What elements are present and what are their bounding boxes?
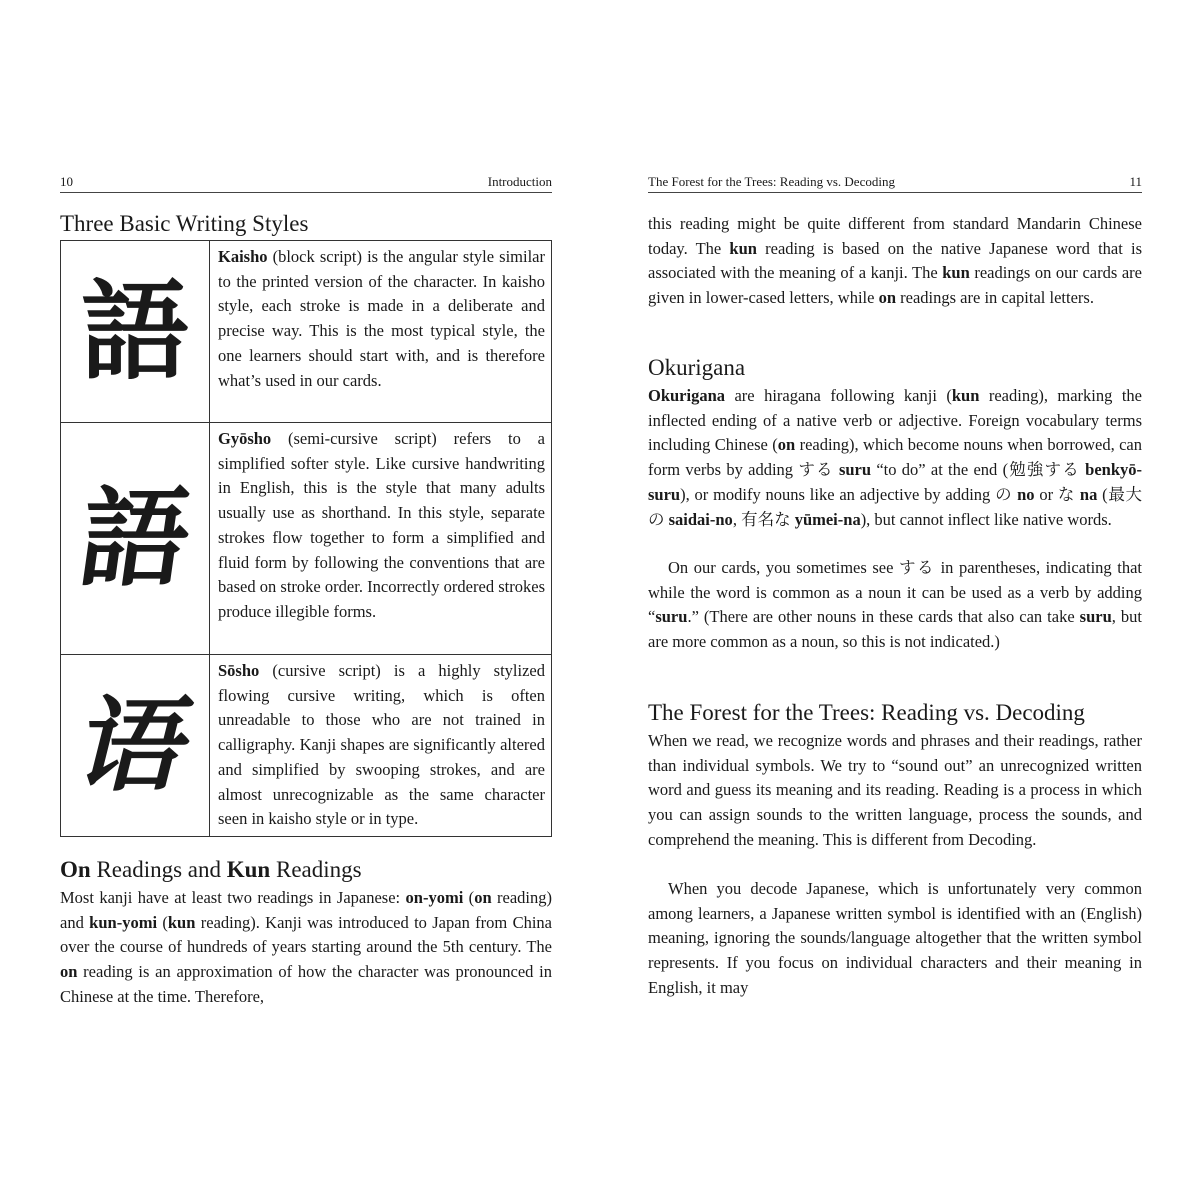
- section-title-writing-styles: Three Basic Writing Styles: [60, 211, 309, 236]
- style-term: Sōsho: [218, 661, 260, 680]
- style-desc-text: (block script) is the angular style similar to the printed version of the character. In kaisho style, each stroke is made in a deliberate and precise way. This is the most typical style, the one learners should start with, and is therefore what’s used in our cards.: [218, 247, 545, 390]
- bold-term: kun: [951, 386, 980, 405]
- okurigana-paragraph: [648, 384, 1142, 532]
- text-run: (最大の: [648, 484, 1142, 529]
- bold-term: kun-yomi: [89, 912, 158, 932]
- kanji-cell: [61, 423, 210, 655]
- text-run: .” (There are other nouns in these cards that also can take: [687, 607, 1080, 627]
- text-run: On our cards, you sometimes see する in parentheses, indicating that while the word is common as a noun it can be used as a verb by adding “: [648, 558, 1142, 627]
- sosho-kanji: 语: [66, 685, 204, 806]
- left-page-header: [60, 174, 552, 193]
- title-on: On: [60, 857, 91, 882]
- forest-paragraph: When we read, we recognize words and phrases and their readings, rather than individual symbols. We try to “sound out” an unrecognized written word and guess its meaning and its reading. Reading is a process in which you can assign sounds to the written language, process the sounds, and comprehend the meaning. This is different from Decoding.: [648, 731, 1142, 849]
- kanji-cell: [61, 655, 210, 837]
- text-run: readings on our cards are given in lower-cased letters, while: [648, 263, 1142, 308]
- table-row: [61, 241, 552, 423]
- text-run: Most kanji have at least two readings in Japanese:: [60, 888, 406, 907]
- text-run: reading), which become nouns when borrowed, can form verbs by adding する: [648, 435, 1142, 480]
- text-run: readings are in capital letters.: [896, 288, 1094, 308]
- text-run: ), but cannot inflect like native words.: [860, 509, 1112, 529]
- text-run: , 有名な: [732, 509, 795, 529]
- kanji-cell: [61, 241, 210, 423]
- text-run: (: [157, 912, 168, 932]
- running-title: Introduction: [487, 174, 552, 189]
- continued-paragraph: [648, 212, 1142, 311]
- bold-term: on: [878, 288, 897, 308]
- text-run: this reading might be quite different from standard Mandarin Chinese today. The: [648, 214, 1142, 258]
- title-kun: Kun: [226, 857, 271, 882]
- text-run: reading), marking the inflected ending of a native verb or adjective. Foreign vocabulary terms including Chinese (: [648, 386, 1142, 455]
- bold-term: Okurigana: [648, 386, 726, 405]
- style-description: [210, 423, 552, 655]
- kaisho-kanji: 語: [80, 268, 189, 395]
- bold-term: kun: [167, 912, 196, 932]
- section-title-forest: The Forest for the Trees: Reading vs. Decoding: [648, 700, 1085, 725]
- style-description: [210, 241, 552, 423]
- text-run: reading is based on the native Japanese word that is associated with the meaning of a kanji. The: [648, 238, 1142, 283]
- style-term: Kaisho: [218, 247, 268, 266]
- bold-term: on: [60, 962, 78, 982]
- running-title: The Forest for the Trees: Reading vs. Decoding: [648, 174, 895, 189]
- style-desc-text: (cursive script) is a highly stylized flowing cursive writing, which is often unreadable to those who are not trained in calligraphy. Kanji shapes are significantly altered and simplified by swooping strokes, and are almost unrecognizable as the same character seen in kaisho style or in type.: [218, 661, 545, 829]
- right-page-header: [648, 174, 1142, 193]
- title-end: Readings: [270, 857, 362, 882]
- text-run: or な: [1034, 484, 1080, 504]
- bold-term: na: [1079, 484, 1098, 504]
- bold-term: kun: [942, 263, 970, 283]
- gyosho-kanji: 語: [72, 475, 198, 602]
- text-run: “to do” at the end (勉強する: [871, 460, 1086, 480]
- readings-paragraph: [60, 886, 552, 1010]
- okurigana-paragraph-2: [648, 556, 1142, 655]
- text-run: reading). Kanji was introduced to Japan from China over the course of hundreds of years starting around the 5th century. The: [60, 912, 552, 957]
- text-run: reading) and: [60, 888, 552, 932]
- style-description: [210, 655, 552, 837]
- page-number: 11: [1129, 174, 1142, 189]
- bold-term: no: [1017, 484, 1035, 504]
- text-run: , but are more common as a noun, so this is not indicated.): [648, 607, 1142, 652]
- text-run: reading is an approximation of how the character was pronounced in Chinese at the time. Therefore,: [60, 962, 552, 1006]
- bold-term: on: [777, 435, 796, 455]
- page-number: 10: [60, 174, 73, 189]
- bold-term: suru: [655, 607, 688, 627]
- table-row: [61, 423, 552, 655]
- section-title-readings: [60, 857, 362, 883]
- bold-term: saidai-no: [668, 509, 733, 529]
- bold-term: suru: [1079, 607, 1112, 627]
- text-run: (: [463, 888, 475, 907]
- writing-styles-table: [60, 240, 552, 837]
- title-mid: Readings and: [90, 857, 227, 882]
- bold-term: on-yomi: [405, 888, 464, 907]
- table-row: [61, 655, 552, 837]
- bold-term: benkyō-suru: [648, 460, 1142, 504]
- text-run: are hiragana following kanji (: [725, 386, 952, 405]
- bold-term: yūmei-na: [794, 509, 861, 529]
- forest-paragraph-2: When you decode Japanese, which is unfortunately very common among learners, a Japanese written symbol is identified with an (English) meaning, ignoring the sounds/language altogether that the written symbol represents. If you focus on individual characters and their meaning in English, it may: [648, 879, 1142, 997]
- text-run: ), or modify nouns like an adjective by adding の: [680, 484, 1018, 504]
- bold-term: suru: [838, 460, 872, 480]
- bold-term: on: [474, 888, 492, 907]
- section-title-okurigana: Okurigana: [648, 355, 746, 380]
- bold-term: kun: [729, 238, 757, 258]
- style-desc-text: (semi-cursive script) refers to a simplified softer style. Like cursive handwriting in English, this is the style that many adults usually use as shorthand. In this style, separate strokes flow together to form a simplified and fluid form by following the conventions that are based on stroke order. Incorrectly ordered strokes produce illegible forms.: [218, 429, 545, 621]
- style-term: Gyōsho: [218, 429, 272, 448]
